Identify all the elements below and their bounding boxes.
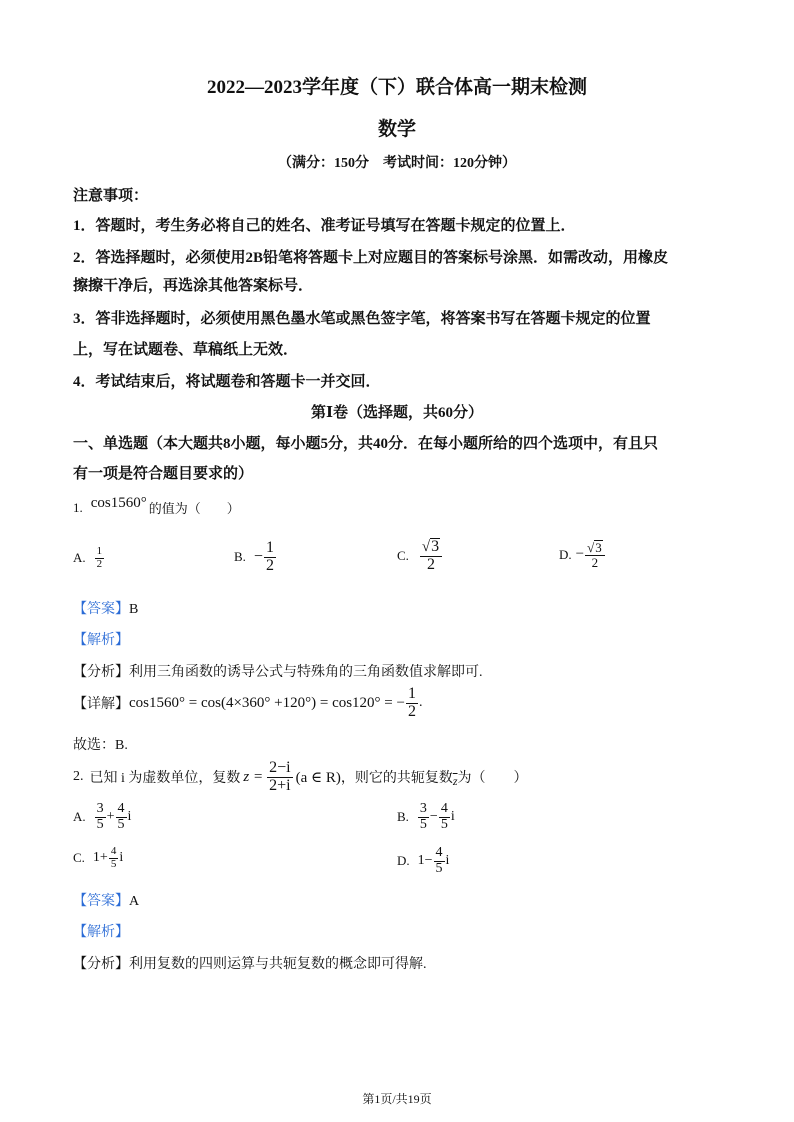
question-2-stem (73, 760, 528, 795)
q1-option-d-fraction (585, 540, 605, 569)
q1-option-c-fraction (420, 538, 442, 574)
answer-tag: 【答案】 (73, 894, 129, 909)
denominator: 5 (96, 816, 104, 832)
q1-detail (73, 686, 422, 721)
fraction (434, 846, 445, 876)
volume-title: 第Ⅰ卷（选择题，共60分） (310, 405, 484, 421)
fenxi-text: 利用复数的四则运算与共轭复数的概念即可得解. (129, 957, 427, 972)
imaginary-unit: i (450, 809, 455, 825)
operator: + (106, 809, 115, 825)
fraction (418, 802, 429, 832)
numerator: 4 (117, 801, 125, 816)
q2-option-a (73, 802, 131, 832)
sqrt: √ 3 (421, 538, 440, 555)
notice-item-2-cont: 擦擦干净后，再选涂其他答案标号． (73, 278, 314, 294)
sqrt: √ 3 (587, 540, 602, 555)
q2-option-d (397, 846, 449, 876)
detail-tag: 【详解】 (73, 697, 129, 713)
q2-answer (73, 890, 139, 910)
imaginary-unit: i (119, 850, 124, 866)
numerator: 4 (435, 845, 443, 860)
q1-answer (73, 598, 138, 618)
q1-analysis-tag: 【解析】 (73, 633, 129, 648)
q2-fenxi (73, 953, 427, 973)
fraction (95, 802, 106, 832)
q1-option-b (234, 540, 277, 575)
q2-z-equals: z = (243, 768, 264, 785)
q2-condition: (a ∈ R) (295, 769, 341, 786)
q1-option-b-fraction (264, 540, 276, 575)
q1-choose: 故选：B. (73, 738, 128, 753)
notice-item-1: 1．答题时，考生务必将自己的姓名、准考证号填写在答题卡规定的位置上． (73, 218, 576, 234)
notice-item-3: 3．答非选择题时，必须使用黑色墨水笔或黑色签字笔，将答案书写在答题卡规定的位置 (73, 311, 651, 327)
q2-stem-a: 已知 i 为虚数单位，复数 (89, 771, 241, 787)
denominator: 5 (419, 816, 427, 832)
fenxi-text: 利用三角函数的诱导公式与特殊角的三角函数值求解即可. (129, 665, 483, 680)
answer-tag: 【答案】 (73, 602, 129, 617)
q1-fenxi (73, 661, 483, 681)
option-label: C. (397, 547, 409, 563)
minus-sign: − (575, 546, 585, 563)
q1-option-a (73, 546, 105, 570)
option-label: C. (73, 850, 85, 866)
answer-value: A (129, 894, 140, 909)
denominator: 2 (265, 556, 274, 574)
answer-value: B (129, 602, 139, 617)
imaginary-unit: i (127, 809, 132, 825)
radicand: 3 (595, 540, 602, 555)
detail-fraction (406, 686, 418, 721)
denominator: 5 (435, 860, 443, 876)
question-1-stem (73, 495, 240, 517)
option-label: D. (559, 546, 572, 562)
q1-expression: cos1560° (90, 495, 147, 511)
option-prefix: 1− (417, 853, 433, 869)
q1-option-a-fraction (95, 546, 105, 570)
denominator: 2 (591, 554, 599, 570)
denominator: 2+i (269, 776, 291, 794)
q2-option-b (397, 802, 455, 832)
fenxi-tag: 【分析】 (73, 665, 129, 680)
denominator: 2 (427, 555, 436, 573)
option-label: B. (234, 549, 246, 565)
q2-option-c (73, 846, 123, 870)
q2-zbar: $\overline{z}$ (452, 773, 458, 788)
part-heading-cont: 有一项是符合题目要求的） (73, 466, 254, 482)
q2-stem-b: ，则它的共轭复数 (340, 771, 453, 787)
question-number: 2. (73, 769, 84, 785)
q1-option-c (397, 538, 443, 574)
exam-info: （满分：150分 考试时间：120分钟） (278, 156, 516, 171)
option-label: A. (73, 809, 86, 825)
numerator: 3 (419, 801, 427, 816)
denominator: 2 (96, 557, 103, 570)
numerator: 1 (265, 539, 274, 556)
period: . (418, 695, 423, 711)
part-heading: 一、单选题（本大题共8小题，每小题5分，共40分．在每小题所给的四个选项中，有且只 (73, 436, 659, 452)
subject-title: 数学 (377, 119, 416, 140)
fraction (439, 802, 450, 832)
denominator: 5 (440, 816, 448, 832)
minus-sign: − (253, 548, 263, 566)
q2-fraction (267, 760, 292, 795)
numerator: 2−i (269, 759, 291, 776)
numerator: 1 (96, 545, 103, 557)
denominator: 2 (407, 702, 416, 720)
option-prefix: 1+ (92, 850, 108, 866)
denominator: 5 (117, 816, 125, 832)
notice-item-4: 4．考试结束后，将试题卷和答题卡一并交回． (73, 374, 381, 390)
numerator: 4 (110, 845, 117, 857)
q2-stem-c: 为（ ） (457, 771, 528, 787)
option-label: B. (397, 809, 409, 825)
notice-heading: 注意事项： (73, 188, 149, 204)
notice-item-2: 2．答选择题时，必须使用2B铅笔将答题卡上对应题目的答案标号涂黑．如需改动，用橡皮 (73, 250, 669, 266)
page-number: 第1页/共19页 (362, 1092, 432, 1106)
numerator: 3 (96, 801, 104, 816)
operator: − (429, 809, 438, 825)
denominator: 5 (110, 857, 117, 870)
radicand: 3 (431, 538, 440, 555)
fraction (116, 802, 127, 832)
q1-stem-suffix: 的值为（ ） (148, 501, 240, 516)
question-number: 1. (73, 499, 83, 515)
fraction (109, 846, 119, 870)
imaginary-unit: i (445, 853, 450, 869)
notice-item-3-cont: 上，写在试题卷、草稿纸上无效． (73, 342, 299, 358)
numerator: 4 (440, 801, 448, 816)
option-label: A. (73, 550, 86, 566)
q1-option-d (559, 540, 606, 569)
detail-expression: cos1560° = cos(4×360° +120°) = cos120° = − (129, 694, 405, 711)
option-label: D. (397, 853, 410, 869)
page-title: 2022—2023学年度（下）联合体高一期末检测 (206, 77, 587, 98)
fenxi-tag: 【分析】 (73, 957, 129, 972)
numerator: 1 (407, 685, 416, 702)
q2-analysis-tag: 【解析】 (73, 925, 129, 940)
